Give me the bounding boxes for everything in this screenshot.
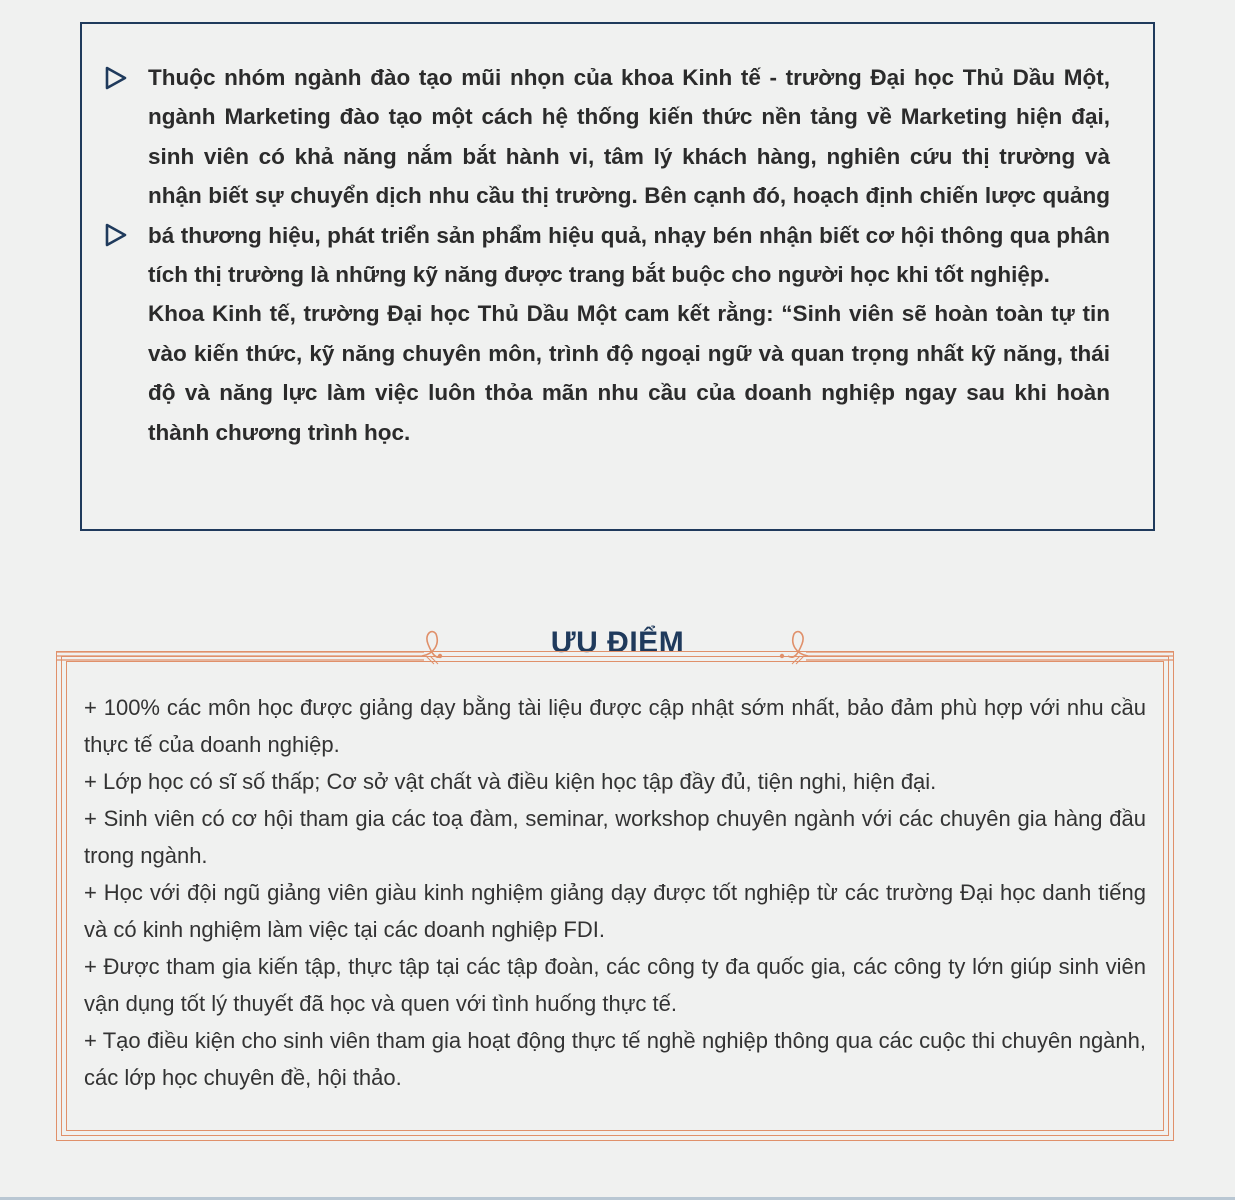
list-item: + Được tham gia kiến tập, thực tập tại các tập đoàn, các công ty đa quốc gia, các công ty lớn giúp sinh viên vận dụng tốt lý thuyết đã học và quen với tình huống thực tế. bbox=[84, 954, 1146, 1016]
intro-paragraph: Thuộc nhóm ngành đào tạo mũi nhọn của khoa Kinh tế - trường Đại học Thủ Dầu Một, ngành Marketing đào tạo một cách hệ thống kiến thức nền tảng về Marketing hiện đại, sinh viên có khả năng nắm bắt hành vi, tâm lý khách hàng, nghiên cứu thị trường và nhận biết sự chuyển dịch nhu cầu thị trường. Bên cạnh đó, hoạch định chiến lược quảng bá thương hiệu, phát triển sản phẩm hiệu quả, nhạy bén nhận biết cơ hội thông qua phân tích thị trường là những kỹ năng được trang bắt buộc cho người học khi tốt nghiệp. bbox=[148, 65, 1110, 288]
list-item: + 100% các môn học được giảng dạy bằng tài liệu được cập nhật sớm nhất, bảo đảm phù hợp với nhu cầu thực tế của doanh nghiệp. bbox=[84, 695, 1146, 757]
play-arrow-icon bbox=[104, 66, 128, 90]
intro-box bbox=[80, 22, 1155, 531]
advantages-list bbox=[84, 689, 1146, 1096]
list-item: + Học với đội ngũ giảng viên giàu kinh nghiệm giảng dạy được tốt nghiệp từ các trường Đại học danh tiếng và có kinh nghiệm làm việc tại các doanh nghiệp FDI. bbox=[84, 880, 1146, 942]
list-item: + Lớp học có sĩ số thấp; Cơ sở vật chất và điều kiện học tập đầy đủ, tiện nghi, hiện đại. bbox=[84, 769, 937, 794]
intro-paragraph: Khoa Kinh tế, trường Đại học Thủ Dầu Một cam kết rằng: “Sinh viên sẽ hoàn toàn tự tin vào kiến thức, kỹ năng chuyên môn, trình độ ngoại ngữ và quan trọng nhất kỹ năng, thái độ và năng lực làm việc luôn thỏa mãn nhu cầu của doanh nghiệp ngay sau khi hoàn thành chương trình học. bbox=[148, 301, 1110, 445]
intro-text bbox=[148, 58, 1110, 452]
list-item: + Sinh viên có cơ hội tham gia các toạ đàm, seminar, workshop chuyên ngành với các chuyên gia hàng đầu trong ngành. bbox=[84, 806, 1146, 868]
list-item: + Tạo điều kiện cho sinh viên tham gia hoạt động thực tế nghề nghiệp thông qua các cuộc thi chuyên ngành, các lớp học chuyên đề, hội thảo. bbox=[84, 1028, 1146, 1090]
advantages-title: ƯU ĐIỂM bbox=[550, 626, 685, 659]
play-arrow-icon bbox=[104, 223, 128, 247]
